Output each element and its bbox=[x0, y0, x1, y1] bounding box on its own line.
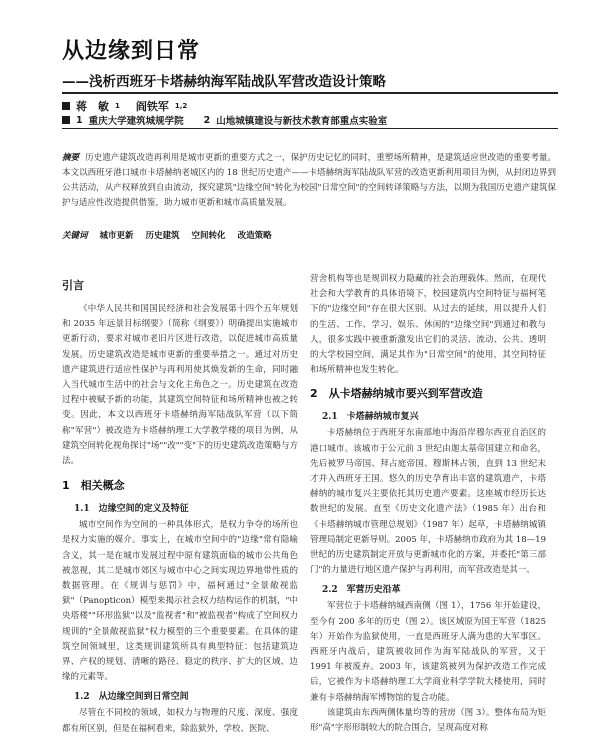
paper-subtitle: ——浅析西班牙卡塔赫纳海军陆战队军营改造设计策略 bbox=[62, 74, 386, 90]
intro-heading: 引言 bbox=[62, 279, 84, 292]
author-line bbox=[62, 98, 187, 114]
abstract-text: 历史遗产建筑改造再利用是城市更新的重要方式之一，保护历史记忆的同时，重塑场所精神，是建筑适应世改造的重要考量。本文以西班牙港口城市卡塔赫纳老城区内的 18 世纪历史遗产——卡塔赫纳海军陆战队军营的改造更新利用项目为例，从封闭边界到公共活动，从产权释放到自由流动，探究建筑"边缘空间"转化为校园"日常空间"的空间转译策略与方法，以期为我国历史遗产建筑保护与适应性改造提供借鉴，助力城市更新和城市高质量发展。 bbox=[62, 153, 556, 208]
section-1-1-paragraph: 城市空间作为空间的一种具体形式，是权力争夺的场所也是权力实施的媒介。事实上，在城市空间中的"边缘"常有隐喻含义，其一是在城市发展过程中原有建筑面临的城市公共角色被忽视，其二是城市郊区与城市中心之间实现边界地带性质的数据管理。在《规训与惩罚》中，福柯通过"全景敞视监狱"（Panopticon）模型来揭示社会权力结构运作的机制，"中央塔楼""环形监狱"以及"监视者"和"被监视者"构成了空间权力规训的"全景敞视监狱"权力模型的三个重要要素。在具体的建筑空间领域里，这类规训建筑所具有典型特征：包括建筑边界、产权的规划、清晰的路径、稳定的秩序、扩大的区域、边缘的元素等。 bbox=[62, 520, 298, 683]
author-1-sup: 1 bbox=[115, 102, 120, 110]
section-1-1-heading: 1.1 边缘空间的定义及特征 bbox=[74, 504, 189, 515]
keyword: 历史建筑 bbox=[145, 231, 180, 241]
author-square-icon bbox=[62, 102, 70, 110]
keywords-label: 关键词 bbox=[62, 231, 88, 241]
intro-continued-paragraph: 营舍机构等也是规训权力隐藏的社会治理载体。然而，在现代社会和大学教育的具体语境下，校园建筑内空间特征与福柯笔下的"边缘空间"存在很大区别。从过去的延续，用以提升人们的生活、工作、学习、娱乐、休闲的"边缘空间"到通过和教与人，很多实践中被重新激发出它们的灵活、流动、公共、透明的大学校园空间，满足其作为"日常空间"的使用，其空间特征和场所精神也发生转化。 bbox=[310, 274, 546, 376]
affiliation-1-num: 1 bbox=[76, 114, 83, 126]
section-2-1-heading: 2.1 卡塔赫纳城市复兴 bbox=[322, 412, 419, 423]
section-1-2-heading: 1.2 从边缘空间到日常空间 bbox=[74, 692, 189, 703]
author-2-sup: 1,2 bbox=[174, 102, 188, 110]
keywords bbox=[62, 229, 272, 241]
intro-paragraph: 《中华人民共和国国民经济和社会发展第十四个五年规划和 2035 年远景目标纲要》（简称《纲要》）明确提出实施城市更新行动，要求对城市老旧片区进行改造，以促进城市高质量发展。历史建筑改造是城市更新的重要举措之一。通过对历史遗产建筑进行适应性保护与再利用使其焕发新的生命，同时融入当代城市生活中的社会与文化主角色之一。历史建筑在改造过程中被赋予新的功能，其建筑空间特征和场所精神也被之转变。因此，本文以西班牙卡塔赫纳海军陆战队军营（以下简称"军营"）被改造为卡塔赫纳理工大学教学楼的项目为例，从建筑空间转化视角探讨"场""改""变"下的历史建筑改造策略与方法。 bbox=[62, 304, 298, 467]
section-2-1-paragraph: 卡塔赫纳位于西班牙东南部地中海沿岸穆尔西亚自治区的港口城市。该城市于公元前 3 世纪由迦太基帝国建立和命名，先后被罗马帝国、拜占庭帝国、穆斯林占领，直到 13 世纪末才并入西班牙王国。悠久的历史孕育出丰富的建筑遗产，卡塔赫纳的城市复兴主要依托其历史遗产要素。这座城市经历长达数世纪的发展。直至《历史文化遗产法》（1985 年）出台和《卡塔赫纳城市管理总规划》（1987 年）起草，卡塔赫纳城镇管理局制定更新导则。2005 年，卡塔赫纳市政府为其 18—19 世纪的历史建筑制定开放与更新城市化的方案，并委托"第三部门"的力量进行地区遗产保护与再利用，而军营改造是其一。 bbox=[310, 428, 546, 576]
affiliation-line bbox=[62, 113, 387, 127]
affiliation-square-icon bbox=[62, 116, 70, 124]
paper-title: 从边缘到日常 bbox=[62, 39, 201, 64]
right-column bbox=[310, 272, 546, 736]
section-2-2-paragraph-2: 该建筑由东西两侧体量均等的营房（图 3）。整体布局为矩形"高"字形形制较大的院合围合，呈现高度对称 bbox=[310, 707, 546, 734]
affiliation-2: 山地城镇建设与新技术教育部重点实验室 bbox=[216, 116, 388, 127]
left-column bbox=[62, 272, 298, 737]
keyword: 城市更新 bbox=[99, 231, 134, 241]
author-1: 蒋 敏 bbox=[76, 100, 109, 113]
abstract-label: 摘要 bbox=[62, 153, 80, 163]
title-divider bbox=[62, 92, 558, 94]
affiliation-2-num: 2 bbox=[203, 114, 211, 126]
author-2: 阎铁军 bbox=[135, 100, 169, 113]
abstract bbox=[62, 151, 556, 211]
section-1-2-paragraph: 尽管在不同校的领域，如权力与物理的尺度、深度、强度都有所区别，但是在福柯看来，除监狱外，学校、医院、 bbox=[62, 708, 298, 734]
affiliation-divider bbox=[62, 128, 558, 129]
affiliation-1: 重庆大学建筑城规学院 bbox=[88, 116, 184, 127]
keyword: 改造策略 bbox=[237, 231, 272, 241]
section-2-2-paragraph: 军营位于卡塔赫纳城西南侧（图 1），1756 年开始建设，至今有 200 多年的历史（图 2）。该区域原为国王军营（1825 年）开始作为监狱使用，一直是西班牙人满为患的大军事区。西班牙内战后，建筑被收回作为海军陆战队的军营，又于 1991 年被废弃。2003 年，该建筑被列为保护改造工作完成后，它被作为卡塔赫纳理工大学商业科学学院大楼使用，同时兼有卡塔赫纳海军博物馆的复合功能。 bbox=[310, 601, 546, 703]
section-2-heading: 2 从卡塔赫纳城市要兴到军营改造 bbox=[310, 387, 483, 401]
keyword: 空间转化 bbox=[191, 231, 226, 241]
section-2-2-heading: 2.2 军营历史沿革 bbox=[322, 585, 401, 596]
section-1-heading: 1 相关概念 bbox=[62, 479, 125, 493]
